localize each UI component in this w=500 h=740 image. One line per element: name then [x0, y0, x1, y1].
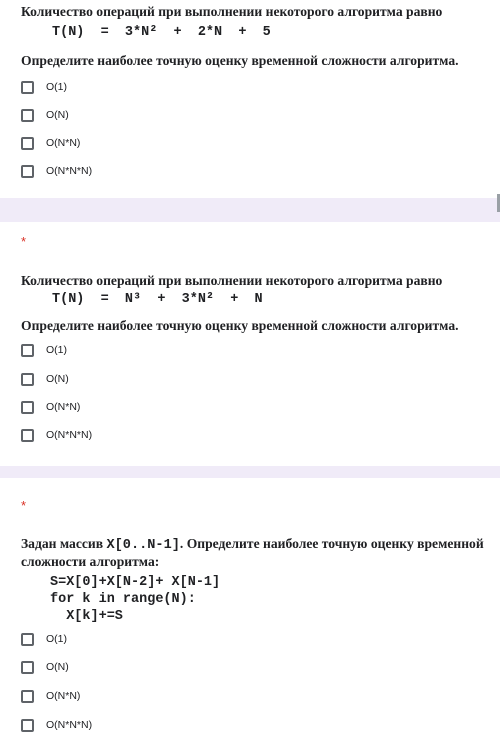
- option-o1[interactable]: [21, 630, 67, 648]
- option-label: O(N*N): [46, 401, 81, 413]
- question-text-prefix: Задан массив: [21, 536, 107, 551]
- checkbox[interactable]: [21, 719, 34, 732]
- checkbox[interactable]: [21, 401, 34, 414]
- checkbox[interactable]: [21, 429, 34, 442]
- option-on3[interactable]: [21, 162, 92, 180]
- checkbox[interactable]: [21, 165, 34, 178]
- question-card-3: [0, 478, 500, 740]
- option-label: O(N): [46, 373, 69, 385]
- code-line-3: X[k]+=S: [50, 609, 123, 624]
- question-text: [21, 536, 496, 570]
- checkbox[interactable]: [21, 661, 34, 674]
- checkbox[interactable]: [21, 373, 34, 386]
- option-on[interactable]: [21, 658, 69, 676]
- option-on[interactable]: [21, 106, 69, 124]
- checkbox[interactable]: [21, 109, 34, 122]
- checkbox[interactable]: [21, 137, 34, 150]
- question-prompt: Определите наиболее точную оценку временной сложности алгоритма.: [21, 53, 459, 68]
- option-label: O(N): [46, 661, 69, 673]
- option-on2[interactable]: [21, 134, 80, 152]
- question-text: Количество операций при выполнении некоторого алгоритма равно: [21, 273, 443, 288]
- option-on3[interactable]: [21, 716, 92, 734]
- option-label: O(N*N): [46, 137, 81, 149]
- question-card-2: [0, 222, 500, 466]
- option-label: O(N): [46, 109, 69, 121]
- question-text-suffix: . Определите наиболее точную оценку временной сложности алгоритма:: [21, 536, 484, 569]
- question-text: Количество операций при выполнении некоторого алгоритма равно: [21, 4, 443, 19]
- option-label: O(N*N*N): [46, 429, 93, 441]
- option-label: O(N*N*N): [46, 719, 93, 731]
- option-o1[interactable]: [21, 341, 67, 359]
- option-on[interactable]: [21, 370, 69, 388]
- option-label: O(1): [46, 633, 67, 645]
- code-line-1: S=X[0]+X[N-2]+ X[N-1]: [50, 575, 221, 590]
- question-card-1: [0, 0, 500, 198]
- checkbox[interactable]: [21, 633, 34, 646]
- option-on2[interactable]: [21, 687, 80, 705]
- code-line-2: for k in range(N):: [50, 592, 196, 607]
- question-formula: T(N) = N³ + 3*N² + N: [52, 292, 263, 307]
- option-on3[interactable]: [21, 426, 92, 444]
- array-name: X[0..N-1]: [106, 538, 180, 553]
- required-asterisk: *: [21, 234, 27, 249]
- required-asterisk: *: [21, 498, 27, 513]
- option-on2[interactable]: [21, 398, 80, 416]
- option-o1[interactable]: [21, 78, 67, 96]
- option-label: O(N*N*N): [46, 165, 93, 177]
- option-label: O(1): [46, 344, 67, 356]
- checkbox[interactable]: [21, 81, 34, 94]
- question-formula: T(N) = 3*N² + 2*N + 5: [52, 25, 271, 40]
- question-prompt: Определите наиболее точную оценку временной сложности алгоритма.: [21, 318, 459, 333]
- option-label: O(1): [46, 81, 67, 93]
- option-label: O(N*N): [46, 690, 81, 702]
- checkbox[interactable]: [21, 344, 34, 357]
- checkbox[interactable]: [21, 690, 34, 703]
